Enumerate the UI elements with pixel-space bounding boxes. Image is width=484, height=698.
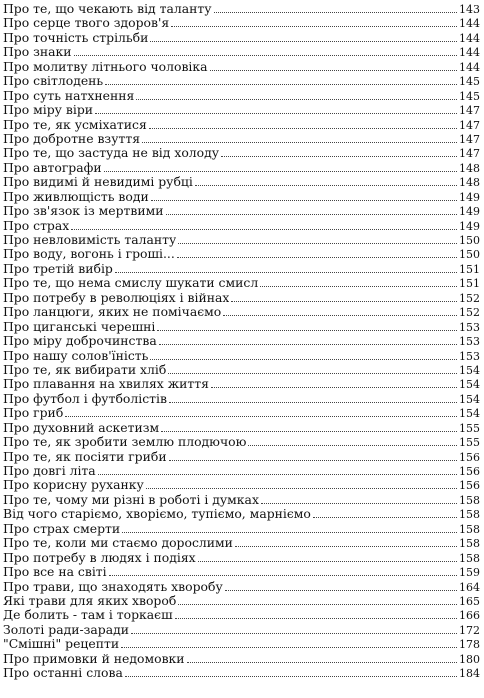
dot-leader: [260, 286, 457, 287]
toc-entry-title: Про суть натхнення: [3, 88, 135, 103]
toc-entry[interactable]: [0, 320, 484, 334]
toc-entry-page-number: 145: [459, 89, 480, 103]
dot-leader: [98, 474, 457, 475]
toc-entry-title: Золоті ради-заради: [3, 622, 130, 637]
toc-entry-title: Про світлодень: [3, 74, 104, 89]
dot-leader: [169, 460, 457, 461]
dot-leader: [214, 12, 457, 13]
dot-leader: [74, 55, 457, 56]
toc-entry-page-number: 155: [459, 436, 480, 450]
toc-entry-title: Про знаки: [3, 45, 72, 60]
toc-entry-title: Про міру доброчинства: [3, 334, 157, 349]
toc-entry-title: Про те, як посіяти гриби: [3, 449, 167, 464]
dot-leader: [125, 676, 457, 677]
toc-entry[interactable]: [0, 623, 484, 637]
toc-entry-page-number: 148: [459, 176, 480, 190]
dot-leader: [178, 604, 457, 605]
dot-leader: [159, 344, 457, 345]
toc-entry-page-number: 154: [459, 407, 480, 421]
toc-entry-title: Про потребу в революціях і війнах: [3, 290, 230, 305]
dot-leader: [115, 272, 457, 273]
toc-entry-title: Про останні слова: [3, 666, 123, 681]
toc-entry-title: Про те, що чекають від таланту: [3, 2, 212, 16]
toc-entry[interactable]: [0, 276, 484, 290]
toc-entry[interactable]: [0, 666, 484, 680]
toc-entry-page-number: 184: [459, 667, 480, 681]
toc-entry-page-number: 178: [459, 638, 480, 652]
toc-entry-page-number: 144: [459, 60, 480, 74]
toc-entry-title: Про ланцюги, яких не помічаємо: [3, 305, 222, 320]
toc-entry-page-number: 158: [459, 551, 480, 565]
toc-entry-page-number: 147: [459, 104, 480, 118]
toc-entry-title: Про видимі й невидимі рубці: [3, 175, 193, 190]
toc-entry-page-number: 149: [459, 205, 480, 219]
dot-leader: [261, 503, 457, 504]
toc-entry-title: Про зв'язок із мертвими: [3, 204, 164, 219]
toc-entry[interactable]: [0, 637, 484, 651]
toc-entry-title: Про плавання на хвилях життя: [3, 377, 209, 392]
dot-leader: [211, 387, 457, 388]
toc-entry[interactable]: [0, 16, 484, 30]
toc-entry-title: Про те, як усміхатися: [3, 117, 147, 132]
toc-entry[interactable]: [0, 118, 484, 132]
toc-entry-page-number: 147: [459, 132, 480, 146]
dot-leader: [187, 662, 457, 663]
toc-entry-title: Про корисну руханку: [3, 478, 144, 493]
toc-entry-page-number: 158: [459, 537, 480, 551]
toc-entry-page-number: 153: [459, 335, 480, 349]
toc-entry-title: Про третій вибір: [3, 261, 113, 276]
toc-entry[interactable]: [0, 450, 484, 464]
toc-entry-page-number: 180: [459, 652, 480, 666]
toc-entry-page-number: 159: [459, 566, 480, 580]
toc-entry[interactable]: [0, 334, 484, 348]
toc-entry[interactable]: [0, 594, 484, 608]
dot-leader: [223, 315, 457, 316]
toc-entry[interactable]: [0, 146, 484, 160]
toc-entry-title: "Смішні" рецепти: [3, 637, 120, 652]
toc-entry[interactable]: [0, 2, 484, 16]
toc-entry-page-number: 153: [459, 349, 480, 363]
dot-leader: [210, 70, 457, 71]
toc-entry-page-number: 165: [459, 594, 480, 608]
dot-leader: [198, 561, 457, 562]
toc-entry-title: Про воду, вогонь і гроші...: [3, 247, 175, 262]
toc-entry[interactable]: [0, 551, 484, 565]
toc-entry-title: Про те, як зробити землю плодючою: [3, 435, 247, 450]
toc-entry[interactable]: [0, 175, 484, 189]
dot-leader: [71, 229, 457, 230]
table-of-contents: [0, 2, 484, 681]
dot-leader: [146, 488, 457, 489]
dot-leader: [122, 532, 457, 533]
toc-entry-page-number: 158: [459, 508, 480, 522]
toc-entry[interactable]: [0, 262, 484, 276]
toc-entry[interactable]: [0, 608, 484, 622]
toc-entry-page-number: 148: [459, 161, 480, 175]
dot-leader: [235, 546, 457, 547]
toc-entry[interactable]: [0, 89, 484, 103]
toc-entry-page-number: 151: [459, 262, 480, 276]
toc-entry-title: Про невловимість таланту: [3, 233, 177, 247]
toc-entry-page-number: 158: [459, 522, 480, 536]
toc-entry-page-number: 155: [459, 421, 480, 435]
dot-leader: [131, 633, 457, 634]
dot-leader: [136, 99, 457, 100]
toc-entry[interactable]: [0, 363, 484, 377]
toc-entry-title: Про страх: [3, 218, 70, 233]
toc-entry[interactable]: [0, 536, 484, 550]
toc-entry[interactable]: [0, 406, 484, 420]
dot-leader: [142, 142, 457, 143]
toc-entry[interactable]: [0, 507, 484, 521]
toc-entry-page-number: 156: [459, 479, 480, 493]
dot-leader: [177, 257, 457, 258]
toc-entry-page-number: 147: [459, 118, 480, 132]
dot-leader: [149, 128, 457, 129]
toc-entry-page-number: 145: [459, 75, 480, 89]
toc-entry[interactable]: [0, 60, 484, 74]
toc-entry[interactable]: [0, 247, 484, 261]
toc-entry[interactable]: [0, 580, 484, 594]
toc-entry-page-number: 149: [459, 219, 480, 233]
toc-entry[interactable]: [0, 204, 484, 218]
toc-entry[interactable]: [0, 421, 484, 435]
toc-entry-page-number: 143: [459, 3, 480, 16]
toc-entry[interactable]: [0, 478, 484, 492]
toc-entry-title: Які трави для яких хвороб: [3, 593, 177, 608]
dot-leader: [313, 517, 457, 518]
toc-entry[interactable]: [0, 103, 484, 117]
toc-entry-title: Про те, чому ми різні в роботі і думках: [3, 492, 259, 507]
toc-entry-title: Про те, що застуда не від холоду: [3, 146, 220, 161]
dot-leader: [195, 185, 457, 186]
toc-entry-title: Про точність стрільби: [3, 30, 149, 45]
toc-entry[interactable]: [0, 305, 484, 319]
toc-entry[interactable]: [0, 377, 484, 391]
dot-leader: [171, 26, 457, 27]
toc-entry-title: Про те, що нема смислу шукати смисл: [3, 276, 259, 291]
dot-leader: [121, 647, 457, 648]
toc-entry-page-number: 152: [459, 291, 480, 305]
dot-leader: [151, 200, 457, 201]
toc-entry-title: Про страх смерти: [3, 521, 121, 536]
toc-entry-title: Про те, як вибирати хліб: [3, 362, 167, 377]
toc-entry-page-number: 164: [459, 580, 480, 594]
toc-entry-title: Про духовний аскетизм: [3, 420, 160, 435]
toc-entry-page-number: 150: [459, 248, 480, 262]
toc-entry-page-number: 154: [459, 392, 480, 406]
dot-leader: [169, 402, 457, 403]
dot-leader: [150, 41, 457, 42]
toc-entry[interactable]: [0, 435, 484, 449]
toc-entry[interactable]: [0, 291, 484, 305]
toc-entry-title: Від чого старіємо, хворіємо, тупіємо, марніємо: [3, 507, 311, 522]
toc-entry[interactable]: [0, 219, 484, 233]
toc-entry-page-number: 151: [459, 277, 480, 291]
toc-entry-title: Про гриб: [3, 406, 64, 421]
toc-entry-page-number: 147: [459, 147, 480, 161]
toc-entry-title: Про автографи: [3, 160, 102, 175]
toc-entry-title: Про циганські черешні: [3, 319, 156, 334]
toc-entry-page-number: 149: [459, 190, 480, 204]
toc-entry[interactable]: [0, 161, 484, 175]
dot-leader: [150, 359, 457, 360]
toc-entry[interactable]: [0, 45, 484, 59]
toc-entry-title: Про примовки й недомовки: [3, 651, 185, 666]
toc-entry[interactable]: [0, 132, 484, 146]
toc-entry-title: Де болить - там і торкаєш: [3, 608, 173, 623]
toc-entry-title: Про нашу солов'їність: [3, 348, 149, 363]
toc-entry-page-number: 156: [459, 465, 480, 478]
dot-leader: [221, 156, 457, 157]
dot-leader: [105, 84, 457, 85]
toc-entry-page-number: 144: [459, 46, 480, 60]
toc-entry-title: Про все на світі: [3, 565, 107, 580]
toc-entry[interactable]: [0, 392, 484, 406]
dot-leader: [178, 243, 457, 244]
dot-leader: [161, 431, 457, 432]
toc-entry[interactable]: [0, 190, 484, 204]
toc-entry-page-number: 154: [459, 378, 480, 392]
toc-entry-title: Про молитву літнього чоловіка: [3, 59, 208, 74]
dot-leader: [225, 590, 457, 591]
toc-entry-page-number: 158: [459, 493, 480, 507]
dot-leader: [166, 214, 457, 215]
toc-entry-page-number: 144: [459, 31, 480, 45]
dot-leader: [248, 445, 457, 446]
toc-entry[interactable]: [0, 233, 484, 247]
dot-leader: [175, 618, 457, 619]
toc-entry[interactable]: [0, 464, 484, 478]
toc-entry-page-number: 156: [459, 450, 480, 464]
dot-leader: [109, 575, 457, 576]
toc-entry-page-number: 150: [459, 234, 480, 247]
toc-entry-page-number: 152: [459, 306, 480, 320]
toc-entry-page-number: 166: [459, 609, 480, 623]
toc-entry-page-number: 172: [459, 623, 480, 637]
toc-entry[interactable]: [0, 652, 484, 666]
toc-entry[interactable]: [0, 74, 484, 88]
toc-entry-title: Про міру віри: [3, 103, 94, 118]
toc-entry-page-number: 144: [459, 17, 480, 31]
toc-entry-title: Про потребу в людях і подіях: [3, 550, 196, 565]
toc-entry[interactable]: [0, 522, 484, 536]
toc-entry-title: Про довгі літа: [3, 464, 96, 478]
toc-entry[interactable]: [0, 31, 484, 45]
toc-entry-title: Про трави, що знаходять хворобу: [3, 579, 223, 594]
toc-entry-title: Про добротне взуття: [3, 131, 141, 146]
toc-entry[interactable]: [0, 349, 484, 363]
toc-entry-page-number: 153: [459, 320, 480, 334]
dot-leader: [231, 301, 457, 302]
toc-entry-title: Про серце твого здоров'я: [3, 16, 170, 31]
dot-leader: [104, 171, 457, 172]
toc-entry[interactable]: [0, 493, 484, 507]
dot-leader: [95, 113, 457, 114]
toc-entry-title: Про те, коли ми стаємо дорослими: [3, 536, 233, 551]
dot-leader: [157, 330, 457, 331]
toc-entry-title: Про футбол і футболістів: [3, 391, 167, 406]
toc-entry-page-number: 154: [459, 363, 480, 377]
toc-entry[interactable]: [0, 565, 484, 579]
toc-entry-title: Про живлющість води: [3, 189, 149, 204]
dot-leader: [65, 416, 457, 417]
dot-leader: [168, 373, 457, 374]
